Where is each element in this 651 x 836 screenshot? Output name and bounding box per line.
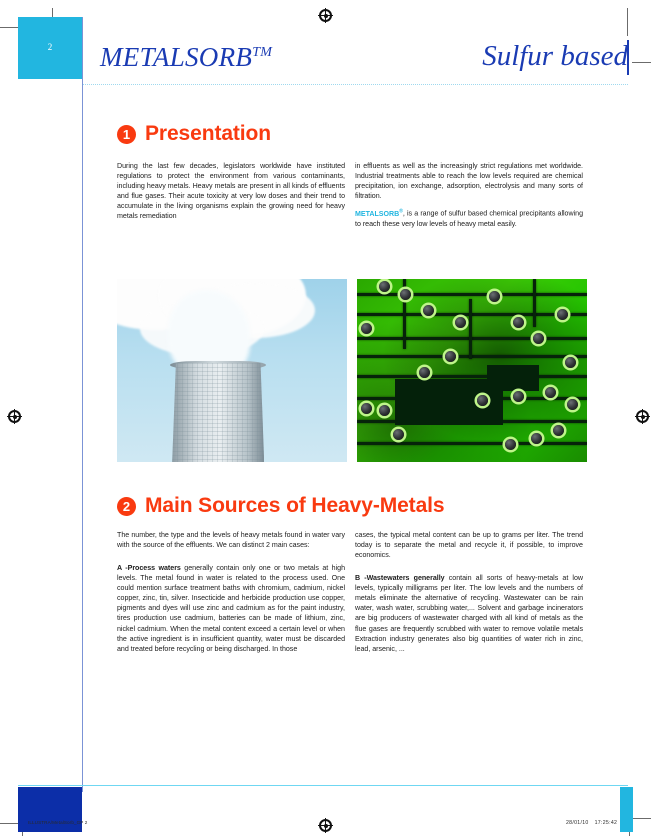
pcb-solder-pad [505, 439, 516, 450]
section-badge-2: 2 [117, 497, 136, 516]
footer-file-reference: ILLUSTRA/MetalSorb_GP 2 [28, 820, 88, 825]
crop-mark-bottom-right-horizontal [633, 818, 651, 819]
pcb-solder-pad [393, 429, 404, 440]
section-heading-main-sources [117, 494, 444, 518]
pcb-solder-pad [557, 309, 568, 320]
footer-color-block [18, 787, 82, 832]
page-number-tab [18, 17, 82, 79]
pcb-solder-pad [489, 291, 500, 302]
section-title-presentation: Presentation [145, 122, 271, 145]
pcb-trace [357, 337, 587, 340]
pcb-trace [357, 355, 587, 358]
pcb-solder-pad [361, 323, 372, 334]
pcb-solder-pad [513, 317, 524, 328]
section2-left-column [117, 530, 345, 654]
paragraph: The number, the type and the levels of heavy metals found in water vary with the source of the effluents. We can distinct 2 main cases: [117, 531, 345, 550]
footer-divider [18, 785, 628, 786]
section-title-main-sources: Main Sources of Heavy-Metals [145, 494, 445, 517]
footer-timestamp [566, 820, 617, 826]
pcb-solder-pad [531, 433, 542, 444]
pcb-ground-plane [487, 365, 539, 391]
pcb-solder-pad [361, 403, 372, 414]
registration-mark-left [8, 410, 21, 423]
section1-right-column [355, 161, 583, 229]
paragraph-wastewaters [355, 573, 583, 654]
paragraph: A -Process waters generally contain only one or two metals at high levels. The metal found in water is related to the process used. One could mention surface treatment baths with chromium, cadmium, nickel copper, zinc, tin, silver. Insecticide and herbicide production use copper, pigments and dyes will use zinc and cadmium as for the paint industry, tires production use cadmium, batteries can be made of lithium, zinc, nickel cadmium. When the metal content exceed a certain level or when the active ingredient is in insufficient quantity, water must be discarded and treated before recycling or being discharged. In those [117, 564, 346, 653]
pcb-solder-pad [445, 351, 456, 362]
cooling-tower-photo [117, 279, 347, 462]
left-margin-rule [82, 17, 83, 792]
paragraph: cases, the typical metal content can be up to grams per liter. The trend today is to separate the metal and recycle it, if possible, to improve economics. [355, 531, 583, 560]
pcb-trace [357, 313, 587, 316]
paragraph-tail: , is a range of sulfur based chemical precipitants allowing to reach these very low levels of heavy metal easily. [355, 209, 583, 228]
inline-brand-metalsorb [355, 210, 403, 218]
paragraph: During the last few decades, legislators worldwide have instituted regulations to protect the environment from various contaminants, including heavy metals. Heavy metals are present in all kinds of effluents and flue gases. Their acute toxicity at very low doses and their trend to accumulate in the living organisms explain the growing need for heavy metals remediation [117, 162, 345, 221]
trademark-symbol: TM [252, 45, 273, 60]
pcb-solder-pad [567, 399, 578, 410]
paragraph: in effluents as well as the increasingly strict regulations met worldwide. Industrial treatments able to reach the low levels required are chemical precipitation, ion exchange, adsorption, electrolysis and many sorts of filtration. [355, 162, 583, 201]
header-subtitle: Sulfur based [482, 40, 628, 72]
pcb-solder-pad [513, 391, 524, 402]
header-divider [83, 84, 628, 86]
registration-mark-bottom [319, 819, 332, 832]
registered-symbol: ® [399, 208, 403, 215]
paragraph: B -Wastewaters generally contain all sorts of heavy-metals at low levels, typically milligrams per liter. The low levels and the numbers of metals eliminate the alternative of recycling. Wastewater can be rain water, wash water, scrubbing water,... Solvent and garbage incinerators are big producers of wastewater charged with all kind of metals as the flue gases are frequently scrubbed with water to remove volatile metals Extraction industry generates also big quantities of water rich in zinc, lead, arsenic, ... [355, 574, 584, 653]
section-heading-presentation [117, 122, 271, 146]
paragraph-process-waters [117, 563, 345, 654]
brand-name: METALSORB [100, 42, 253, 72]
pcb-trace [357, 375, 587, 378]
crop-mark-top-right-vertical [627, 8, 628, 36]
tower-body [172, 363, 264, 462]
pcb-solder-pad [553, 425, 564, 436]
page-header [100, 42, 628, 84]
page-number: 2 [47, 42, 53, 52]
footer-date: 28/01/10 [566, 820, 589, 826]
pcb-solder-pad [379, 281, 390, 292]
pcb-solder-pad [400, 289, 411, 300]
pcb-solder-pad [379, 405, 390, 416]
pcb-trace [357, 442, 587, 445]
pcb-solder-pad [477, 395, 488, 406]
pcb-trace-vertical [533, 279, 536, 327]
crop-mark-bottom-left-horizontal [0, 823, 20, 824]
pcb-solder-pad [423, 305, 434, 316]
crop-mark-top-right-horizontal [632, 62, 651, 63]
pcb-solder-pad [533, 333, 544, 344]
pcb-solder-pad [545, 387, 556, 398]
pcb-solder-pad [565, 357, 576, 368]
pcb-trace [357, 293, 587, 296]
footer-right-tab [620, 787, 633, 832]
pcb-solder-pad [455, 317, 466, 328]
lead-in-phrase: A -Process waters [117, 564, 181, 573]
lead-in-phrase: B -Wastewaters generally [355, 574, 445, 583]
pcb-trace-vertical [469, 299, 472, 359]
circuit-board-photo [357, 279, 587, 462]
registration-mark-top [319, 9, 332, 22]
section-badge-1: 1 [117, 125, 136, 144]
brand-title [100, 42, 272, 73]
pcb-solder-pad [419, 367, 430, 378]
footer-time: 17:25:42 [594, 820, 618, 826]
paragraph-with-brand [355, 208, 583, 228]
inline-brand-name: METALSORB [355, 209, 400, 218]
section2-right-column [355, 530, 583, 654]
section1-left-column [117, 161, 345, 221]
registration-mark-right [636, 410, 649, 423]
